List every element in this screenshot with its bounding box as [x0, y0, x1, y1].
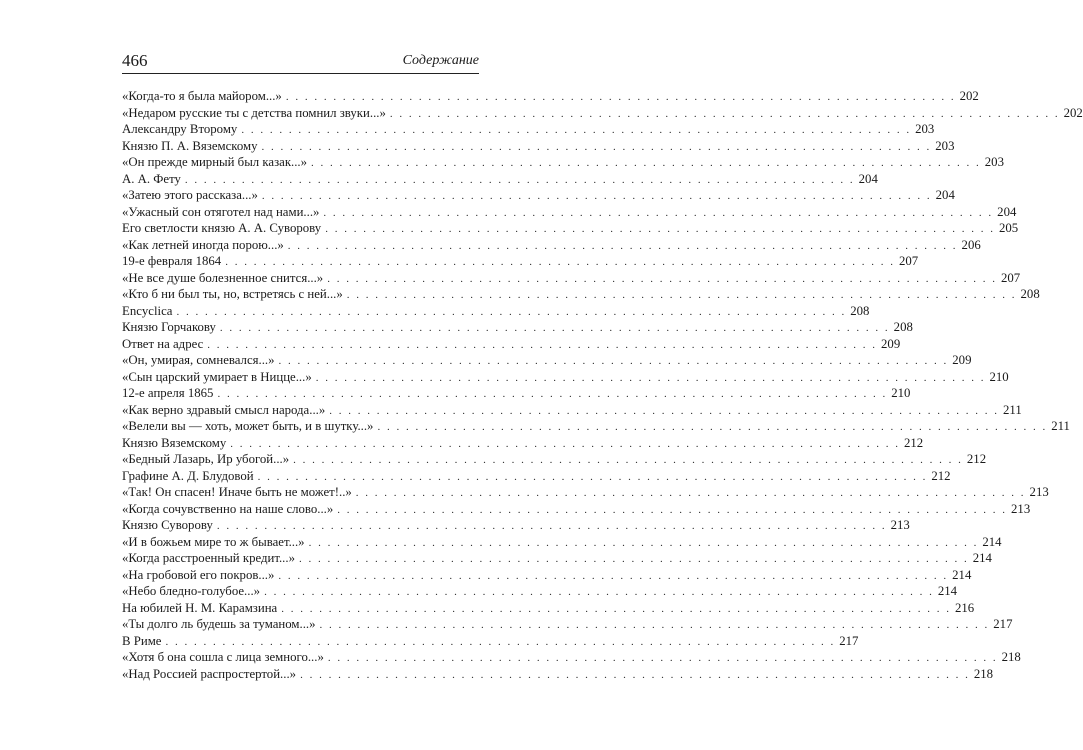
toc-entry-title: «Он прежде мирный был казак...» [122, 155, 308, 169]
toc-entry[interactable] [122, 204, 1017, 221]
dot-leader [165, 634, 835, 651]
toc-entry-page: 218 [1001, 650, 1021, 664]
toc-entry-title: «И в божьем мире то ж бывает...» [122, 534, 305, 549]
dot-leader [281, 601, 951, 618]
toc-entry[interactable] [122, 303, 870, 320]
toc-entry[interactable] [122, 319, 913, 336]
toc-entry-title: «Затею этого рассказа...» [122, 188, 258, 202]
dot-leader [309, 535, 979, 552]
toc-entry[interactable] [122, 286, 1040, 303]
toc-entry-title: А. А. Фету [122, 171, 181, 186]
toc-entry-title: «Он, умирая, сомневался...» [122, 353, 275, 367]
dot-leader [185, 172, 855, 189]
toc-entry[interactable] [122, 385, 911, 402]
dot-leader [217, 518, 887, 535]
toc-entry[interactable] [122, 138, 955, 155]
dot-leader [299, 551, 969, 568]
page-header [122, 47, 479, 73]
dot-leader [327, 271, 997, 288]
dot-leader [329, 403, 999, 420]
toc-entry-page: 214 [982, 534, 1002, 549]
toc-entry-page: 214 [952, 567, 972, 582]
toc-entry-page: 209 [881, 336, 901, 351]
toc-entry[interactable] [122, 616, 1013, 633]
toc-entry-page: 217 [993, 617, 1013, 631]
toc-entry-title: «Ужасный сон отяготел над нами...» [122, 204, 320, 219]
toc-entry[interactable] [122, 418, 1070, 435]
toc-entry-page: 208 [893, 320, 913, 334]
dot-leader [311, 155, 981, 172]
header-rule [122, 73, 479, 74]
toc-entry-page: 212 [904, 435, 924, 450]
dot-leader [347, 287, 1017, 304]
toc-entry-page: 202 [1063, 105, 1083, 120]
toc-entry[interactable] [122, 220, 1019, 237]
toc-entry-title: «Когда сочувственно на наше слово...» [122, 501, 334, 516]
toc-entry-title: Ответ на адрес [122, 336, 204, 351]
toc-entry-page: 204 [935, 188, 955, 202]
toc-entry[interactable] [122, 517, 910, 534]
toc-entry-title: «Когда расстроенный кредит...» [122, 551, 295, 565]
dot-leader [377, 419, 1047, 436]
toc-entry[interactable] [122, 567, 972, 584]
toc-entry[interactable] [122, 171, 878, 188]
toc-entry-page: 210 [891, 386, 911, 400]
toc-entry-page: 213 [1029, 485, 1049, 499]
toc-entry-page: 208 [850, 303, 870, 318]
dot-leader [323, 205, 993, 222]
toc-entry-page: 203 [935, 138, 955, 153]
toc-entry[interactable] [122, 187, 955, 204]
toc-entry-title: «Недаром русские ты с детства помнил звуки...» [122, 105, 386, 120]
toc-entry-title: «Как верно здравый смысл народа...» [122, 402, 326, 417]
dot-leader [241, 122, 911, 139]
toc-entry[interactable] [122, 468, 951, 485]
toc-entry-page: 208 [1020, 287, 1040, 301]
toc-entry-title: «Велели вы — хоть, может быть, и в шутку...» [122, 419, 374, 433]
toc-entry-page: 209 [952, 353, 972, 367]
toc-entry[interactable] [122, 270, 1021, 287]
toc-entry-page: 207 [898, 254, 919, 268]
toc-entry-title: «Над Россией распростертой...» [122, 666, 297, 681]
toc-entry-title: «Так! Он спасен! Иначе быть не может!..» [122, 485, 352, 499]
dot-leader [258, 469, 928, 486]
toc-entry-page: 211 [1051, 419, 1070, 433]
toc-entry-title: Князю Горчакову [122, 320, 216, 334]
dot-leader [356, 485, 1026, 502]
toc-entry-title: «Бедный Лазарь, Ир убогой...» [122, 452, 290, 466]
toc-entry[interactable] [122, 550, 992, 567]
toc-entry-page: 213 [1011, 501, 1031, 516]
toc-entry-page: 210 [989, 369, 1009, 384]
toc-entry[interactable] [122, 451, 987, 468]
dot-leader [220, 320, 890, 337]
dot-leader [262, 188, 932, 205]
toc-entry[interactable] [122, 633, 859, 650]
toc-entry-title: На юбилей Н. М. Карамзина [122, 600, 278, 615]
toc-entry-page: 203 [984, 155, 1004, 169]
toc-entry[interactable] [122, 402, 1022, 419]
toc-entry[interactable] [122, 105, 1083, 122]
toc-entry-title: «Сын царский умирает в Ницце...» [122, 369, 312, 384]
toc-entry[interactable] [122, 253, 919, 270]
dot-leader [390, 106, 1060, 123]
toc-entry-title: «Когда-то я была майором...» [122, 89, 282, 103]
dot-leader [316, 370, 986, 387]
toc-entry-page: 212 [931, 468, 951, 483]
toc-entry-title: «Как летней иногда порою...» [122, 237, 284, 252]
toc-entry-page: 204 [858, 171, 878, 186]
toc-entry[interactable] [122, 666, 994, 683]
dot-leader [320, 617, 990, 634]
dot-leader [262, 139, 932, 156]
toc-entry-page: 205 [998, 221, 1019, 235]
dot-leader [225, 254, 895, 271]
toc-entry-page: 214 [937, 584, 958, 598]
toc-entry[interactable] [122, 154, 1004, 171]
toc-entry-title: «Не все душе болезненное снится...» [122, 270, 324, 285]
toc-entry-page: 211 [1003, 402, 1022, 417]
toc-entry-title: 12-е апреля 1865 [122, 386, 214, 400]
toc-entry-title: «Ты долго ль будешь за туманом...» [122, 617, 316, 631]
toc-entry-page: 214 [972, 551, 992, 565]
toc-entry-title: «На гробовой его покров...» [122, 567, 275, 582]
page-number: 466 [122, 51, 148, 70]
toc-entry[interactable] [122, 237, 981, 254]
toc-entry[interactable] [122, 649, 1021, 666]
dot-leader [337, 502, 1007, 519]
toc-entry-page: 206 [961, 237, 981, 252]
toc-entry-title: Князю Вяземскому [122, 435, 227, 450]
toc-entry-page: 202 [959, 89, 979, 103]
toc-entry-title: «Кто б ни был ты, но, встретясь с ней...» [122, 287, 343, 301]
toc-entry-title: В Риме [122, 633, 162, 648]
toc-entry-page: 217 [839, 633, 859, 648]
dot-leader [328, 650, 998, 667]
toc-entry[interactable] [122, 352, 972, 369]
dot-leader [325, 221, 995, 238]
toc-entry[interactable] [122, 88, 979, 105]
toc-entry[interactable] [122, 484, 1049, 501]
dot-leader [286, 89, 956, 106]
toc-entry[interactable] [122, 501, 1031, 518]
toc-entry[interactable] [122, 121, 935, 138]
toc-entry-title: Александру Второму [122, 122, 238, 136]
toc-entry-title: «Небо бледно-голубое...» [122, 584, 261, 598]
toc-entry-page: 204 [997, 204, 1017, 219]
dot-leader [207, 337, 877, 354]
toc-entry-page: 216 [954, 600, 975, 615]
table-of-contents [122, 88, 1083, 682]
dot-leader [176, 304, 846, 321]
dot-leader [279, 353, 949, 370]
toc-entry[interactable] [122, 435, 924, 452]
toc-entry-title: Князю Суворову [122, 518, 213, 532]
dot-leader [288, 238, 958, 255]
toc-entry-page: 218 [973, 666, 994, 681]
toc-entry[interactable] [122, 534, 1002, 551]
toc-entry-title: Графине А. Д. Блудовой [122, 468, 254, 483]
toc-entry-title: Encyclica [122, 303, 173, 318]
toc-entry-title: «Хотя б она сошла с лица земного...» [122, 650, 324, 664]
dot-leader [293, 452, 963, 469]
toc-entry[interactable] [122, 600, 975, 617]
toc-entry-page: 213 [890, 518, 910, 532]
toc-entry-title: Князю П. А. Вяземскому [122, 138, 258, 153]
section-title: Содержание [402, 53, 479, 68]
dot-leader [230, 436, 900, 453]
toc-entry[interactable] [122, 336, 901, 353]
toc-entry-page: 212 [966, 452, 987, 466]
dot-leader [278, 568, 948, 585]
toc-entry-page: 203 [915, 122, 935, 136]
toc-entry[interactable] [122, 583, 958, 600]
toc-entry[interactable] [122, 369, 1009, 386]
dot-leader [300, 667, 970, 684]
dot-leader [264, 584, 934, 601]
toc-entry-page: 207 [1000, 270, 1021, 285]
toc-entry-title: 19-е февраля 1864 [122, 254, 222, 268]
toc-entry-title: Его светлости князю А. А. Суворову [122, 221, 322, 235]
dot-leader [217, 386, 887, 403]
